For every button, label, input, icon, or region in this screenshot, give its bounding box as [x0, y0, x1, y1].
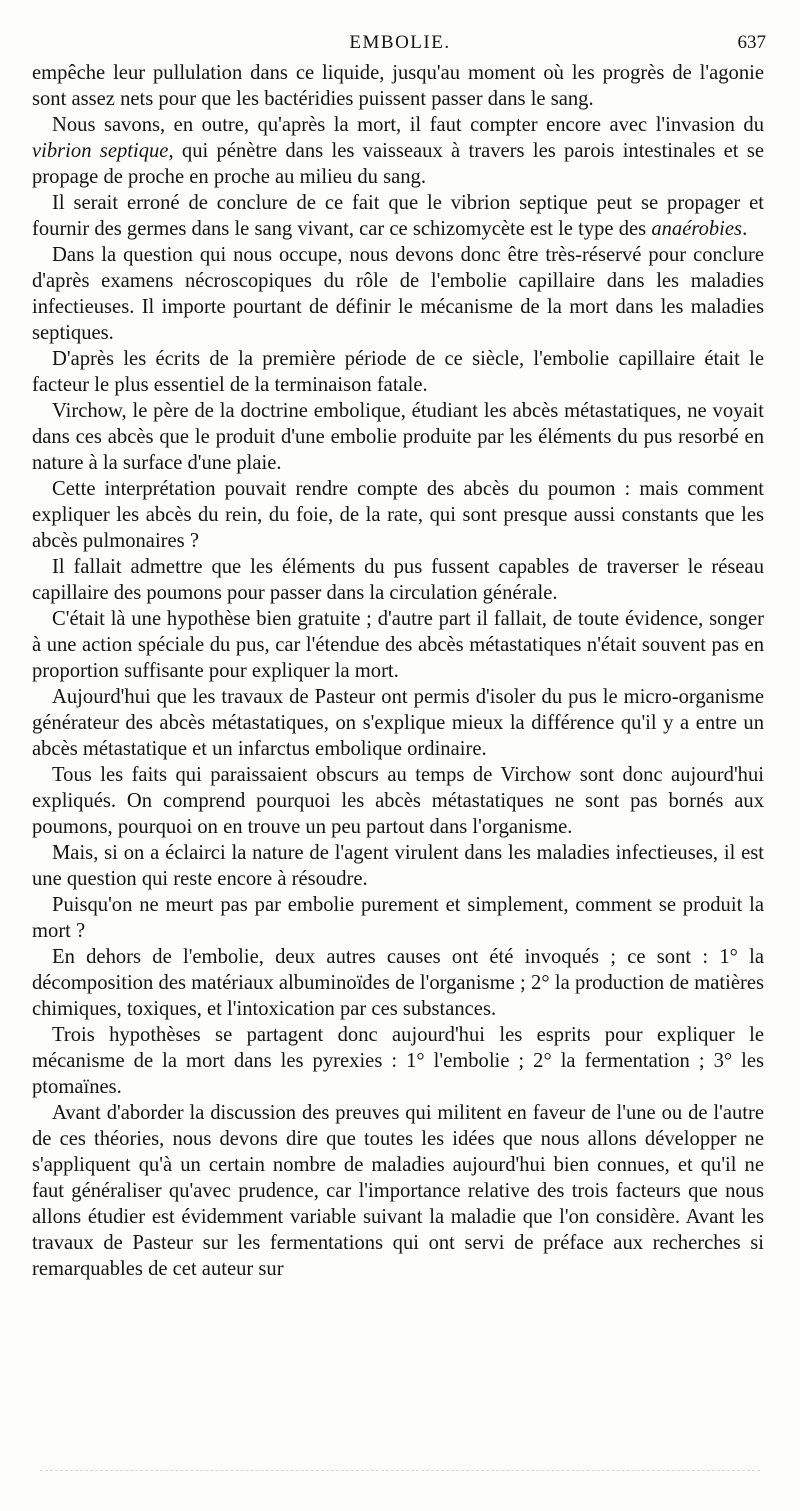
- text-run: Virchow, le père de la doctrine embolique, étudiant les abcès métastatiques, ne voyait dans ces abcès que le produit d'une embolie produite par les éléments du pus resorbé en nature à la surface d'une plaie.: [32, 400, 764, 474]
- text-run: Avant d'aborder la discussion des preuves qui militent en faveur de l'une ou de l'autre de ces théories, nous devons dire que toutes les idées que nous allons développer ne s'appliquent qu'à un certain nombre de maladies aujourd'hui bien connues, et qu'il ne faut généraliser qu'avec prudence, car l'importance relative des trois facteurs que nous allons étudier est évidemment variable suivant la maladie que l'on considère. Avant les travaux de Pasteur sur les fermentations qui ont servi de préface aux recherches si remarquables de cet auteur sur: [32, 1102, 764, 1280]
- paragraph: [32, 242, 764, 346]
- paragraph: [32, 476, 764, 554]
- running-head: [0, 32, 800, 56]
- paragraph: [32, 892, 764, 944]
- paragraph: [32, 840, 764, 892]
- italic-term: anaérobies: [651, 218, 743, 240]
- paragraph: [32, 606, 764, 684]
- paragraph: [32, 684, 764, 762]
- text-run: , qui pénètre dans les vaisseaux à travers les parois intestinales et se propage de proche en proche au milieu du sang.: [32, 140, 764, 188]
- body-text: [32, 60, 764, 1282]
- text-run: En dehors de l'embolie, deux autres causes ont été invoqués ; ce sont : 1° la décomposition des matériaux albuminoïdes de l'organisme ; 2° la production de matières chimiques, toxiques, et l'intoxication par ces substances.: [32, 946, 764, 1020]
- paragraph: [32, 944, 764, 1022]
- text-run: empêche leur pullulation dans ce liquide, jusqu'au moment où les progrès de l'agonie sont assez nets pour que les bactéridies puissent passer dans le sang.: [32, 62, 764, 110]
- text-run: Trois hypothèses se partagent donc aujourd'hui les esprits pour expliquer le mécanisme de la mort dans les pyrexies : 1° l'embolie ; 2° la fermentation ; 3° les ptomaïnes.: [32, 1024, 764, 1098]
- paragraph: [32, 554, 764, 606]
- text-run: Aujourd'hui que les travaux de Pasteur ont permis d'isoler du pus le micro-organisme générateur des abcès métastatiques, on s'explique mieux la différence qu'il y a entre un abcès métastatique et un infarctus embolique ordinaire.: [32, 686, 764, 760]
- text-run: Mais, si on a éclairci la nature de l'agent virulent dans les maladies infectieuses, il est une question qui reste encore à résoudre.: [32, 842, 764, 890]
- text-run: Il serait erroné de conclure de ce fait que le vibrion septique peut se propager et fournir des germes dans le sang vivant, car ce schizomycète est le type des: [32, 192, 764, 240]
- paragraph: [32, 1022, 764, 1100]
- paragraph: [32, 762, 764, 840]
- text-run: Cette interprétation pouvait rendre compte des abcès du poumon : mais comment expliquer les abcès du rein, du foie, de la rate, qui sont presque aussi constants que les abcès pulmonaires ?: [32, 478, 764, 552]
- paragraph: [32, 398, 764, 476]
- paragraph: [32, 346, 764, 398]
- text-run: Tous les faits qui paraissaient obscurs au temps de Virchow sont donc aujourd'hui expliqués. On comprend pourquoi les abcès métastatiques ne sont pas bornés aux poumons, pourquoi on en trouve un peu partout dans l'organisme.: [32, 764, 764, 838]
- bottom-print-specks: [40, 1470, 760, 1481]
- text-run: C'était là une hypothèse bien gratuite ; d'autre part il fallait, de toute évidence, songer à une action spéciale du pus, car l'étendue des abcès métastatiques n'était souvent pas en proportion suffisante pour expliquer la mort.: [32, 608, 764, 682]
- text-run: Nous savons, en outre, qu'après la mort, il faut compter encore avec l'invasion du: [52, 114, 764, 136]
- text-run: Dans la question qui nous occupe, nous devons donc être très-réservé pour conclure d'après examens nécroscopiques du rôle de l'embolie capillaire dans les maladies infectieuses. Il importe pourtant de définir le mécanisme de la mort dans les maladies septiques.: [32, 244, 764, 344]
- text-run: Il fallait admettre que les éléments du pus fussent capables de traverser le réseau capillaire des poumons pour passer dans la circulation générale.: [32, 556, 764, 604]
- paragraph: [32, 1100, 764, 1282]
- paragraph: [32, 190, 764, 242]
- page-title: EMBOLIE.: [349, 32, 451, 53]
- text-run: Puisqu'on ne meurt pas par embolie purement et simplement, comment se produit la mort ?: [32, 894, 764, 942]
- page-number: 637: [737, 32, 766, 53]
- italic-term: vibrion septique: [32, 140, 169, 162]
- paragraph: [32, 60, 764, 112]
- paragraph: [32, 112, 764, 190]
- text-run: D'après les écrits de la première période de ce siècle, l'embolie capillaire était le facteur le plus essentiel de la terminaison fatale.: [32, 348, 764, 396]
- text-run: .: [742, 218, 748, 240]
